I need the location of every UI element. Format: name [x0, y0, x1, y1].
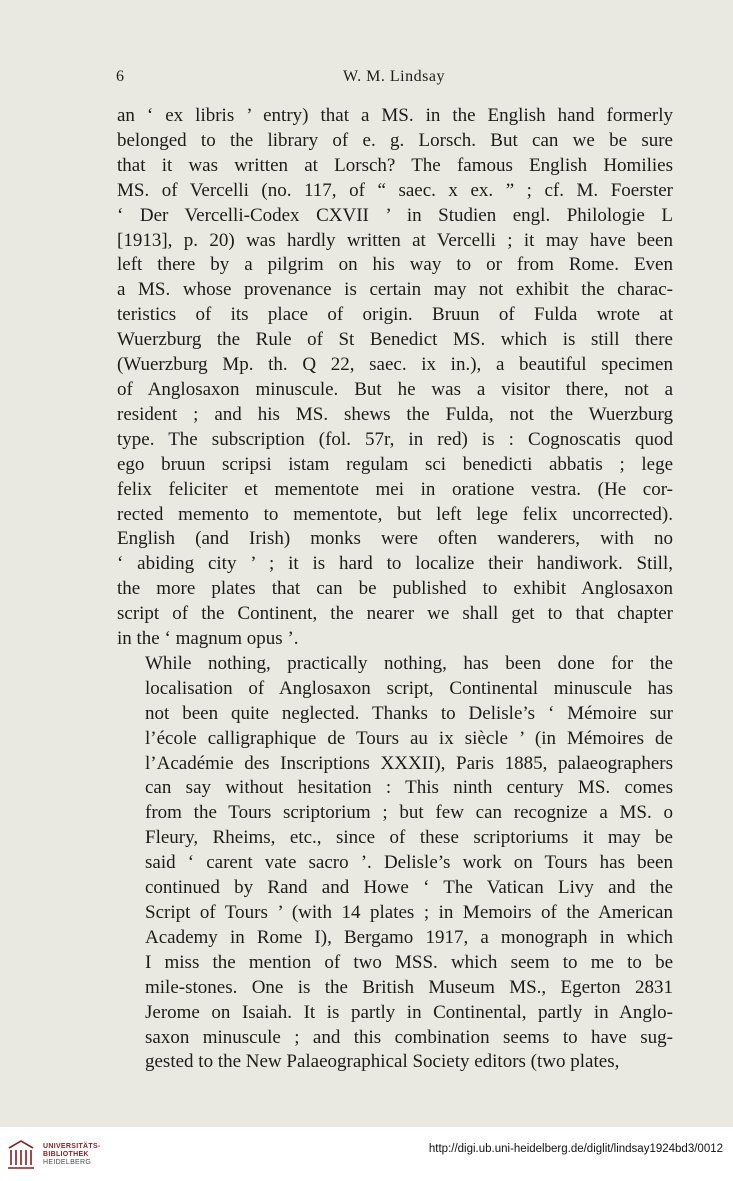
- source-url[interactable]: http://digi.ub.uni-heidelberg.de/diglit/lindsay1924bd3/0012: [428, 1143, 723, 1155]
- text-line: type. The subscription (fol. 57r, in red) is : Cognoscatis quod: [117, 428, 673, 450]
- paragraph: [117, 104, 673, 652]
- text-line: While nothing, practically nothing, has been done for the: [145, 652, 673, 674]
- text-line: rected memento to mementote, but left lege felix uncorrected).: [117, 503, 673, 525]
- text-line: not been quite neglected. Thanks to Delisle’s ‘ Mémoire sur: [145, 702, 673, 724]
- text-line: ‘ abiding city ’ ; it is hard to localize their handiwork. Still,: [117, 553, 673, 575]
- text-line: a MS. whose provenance is certain may not exhibit the charac-: [117, 279, 673, 301]
- text-line: teristics of its place of origin. Bruun of Fulda wrote at: [117, 304, 673, 326]
- text-line: l’école calligraphique de Tours au ix siècle ’ (in Mémoires de: [145, 727, 673, 749]
- page-number: 6: [116, 68, 125, 85]
- text-line: Fleury, Rheims, etc., since of these scriptoriums it may be: [145, 827, 673, 849]
- text-line: MS. of Vercelli (no. 117, of “ saec. x ex. ” ; cf. M. Foerster: [117, 179, 673, 201]
- text-line: of Anglosaxon minuscule. But he was a visitor there, not a: [117, 378, 673, 400]
- text-line: resident ; and his MS. shews the Fulda, not the Wuerzburg: [117, 403, 673, 425]
- text-line: script of the Continent, the nearer we shall get to that chapter: [117, 603, 673, 625]
- library-name-line-3: HEIDELBERG: [43, 1159, 92, 1166]
- library-name-line-1: UNIVERSITÄTS-: [43, 1143, 101, 1150]
- text-line: Jerome on Isaiah. It is partly in Continental, partly in Anglo-: [145, 1001, 673, 1023]
- library-emblem-icon: [6, 1138, 36, 1172]
- text-line: left there by a pilgrim on his way to or from Rome. Even: [117, 254, 673, 276]
- library-name-line-2: BIBLIOTHEK: [43, 1151, 89, 1158]
- footer-bar: [0, 1127, 733, 1181]
- text-line: ego bruun scripsi istam regulam sci benedicti abbatis ; lege: [117, 453, 673, 475]
- text-line: localisation of Anglosaxon script, Continental minuscule has: [145, 677, 673, 699]
- text-line: from the Tours scriptorium ; but few can recognize a MS. o: [145, 802, 673, 824]
- text-line: mile-stones. One is the British Museum MS., Egerton 2831: [145, 976, 673, 998]
- text-line: (Wuerzburg Mp. th. Q 22, saec. ix in.), a beautiful specimen: [117, 354, 673, 376]
- text-line: that it was written at Lorsch? The famous English Homilies: [117, 154, 673, 176]
- text-line: l’Académie des Inscriptions XXXII), Paris 1885, palaeographers: [145, 752, 673, 774]
- text-line: said ‘ carent vate sacro ’. Delisle’s work on Tours has been: [145, 852, 673, 874]
- text-line: continued by Rand and Howe ‘ The Vatican Livy and the: [145, 877, 673, 899]
- text-line: Wuerzburg the Rule of St Benedict MS. which is still there: [117, 329, 673, 351]
- library-name: [43, 1143, 101, 1167]
- text-line: saxon minuscule ; and this combination seems to have sug-: [145, 1026, 673, 1048]
- body-text: [117, 104, 673, 1075]
- text-line: the more plates that can be published to exhibit Anglosaxon: [117, 578, 673, 600]
- text-line: in the ‘ magnum opus ’.: [117, 628, 299, 650]
- text-line: Script of Tours ’ (with 14 plates ; in Memoirs of the American: [145, 902, 673, 923]
- text-line: felix feliciter et mementote mei in oratione vestra. (He cor-: [117, 478, 673, 500]
- text-line: an ‘ ex libris ’ entry) that a MS. in the English hand formerly: [117, 105, 673, 126]
- text-line: gested to the New Palaeographical Society editors (two plates,: [145, 1051, 620, 1073]
- running-head: [116, 68, 672, 92]
- text-line: Academy in Rome I), Bergamo 1917, a monograph in which: [145, 926, 673, 948]
- text-line: can say without hesitation : This ninth century MS. comes: [145, 777, 673, 799]
- running-title: W. M. Lindsay: [343, 68, 445, 85]
- text-line: ‘ Der Vercelli-Codex CXVII ’ in Studien engl. Philologie L: [117, 204, 673, 226]
- text-line: English (and Irish) monks were often wanderers, with no: [117, 528, 673, 550]
- text-line: I miss the mention of two MSS. which seem to me to be: [145, 951, 673, 973]
- text-line: [1913], p. 20) was hardly written at Vercelli ; it may have been: [117, 229, 673, 251]
- paragraph: [117, 652, 673, 1075]
- library-logo[interactable]: [6, 1138, 126, 1176]
- text-line: belonged to the library of e. g. Lorsch. But can we be sure: [117, 129, 673, 151]
